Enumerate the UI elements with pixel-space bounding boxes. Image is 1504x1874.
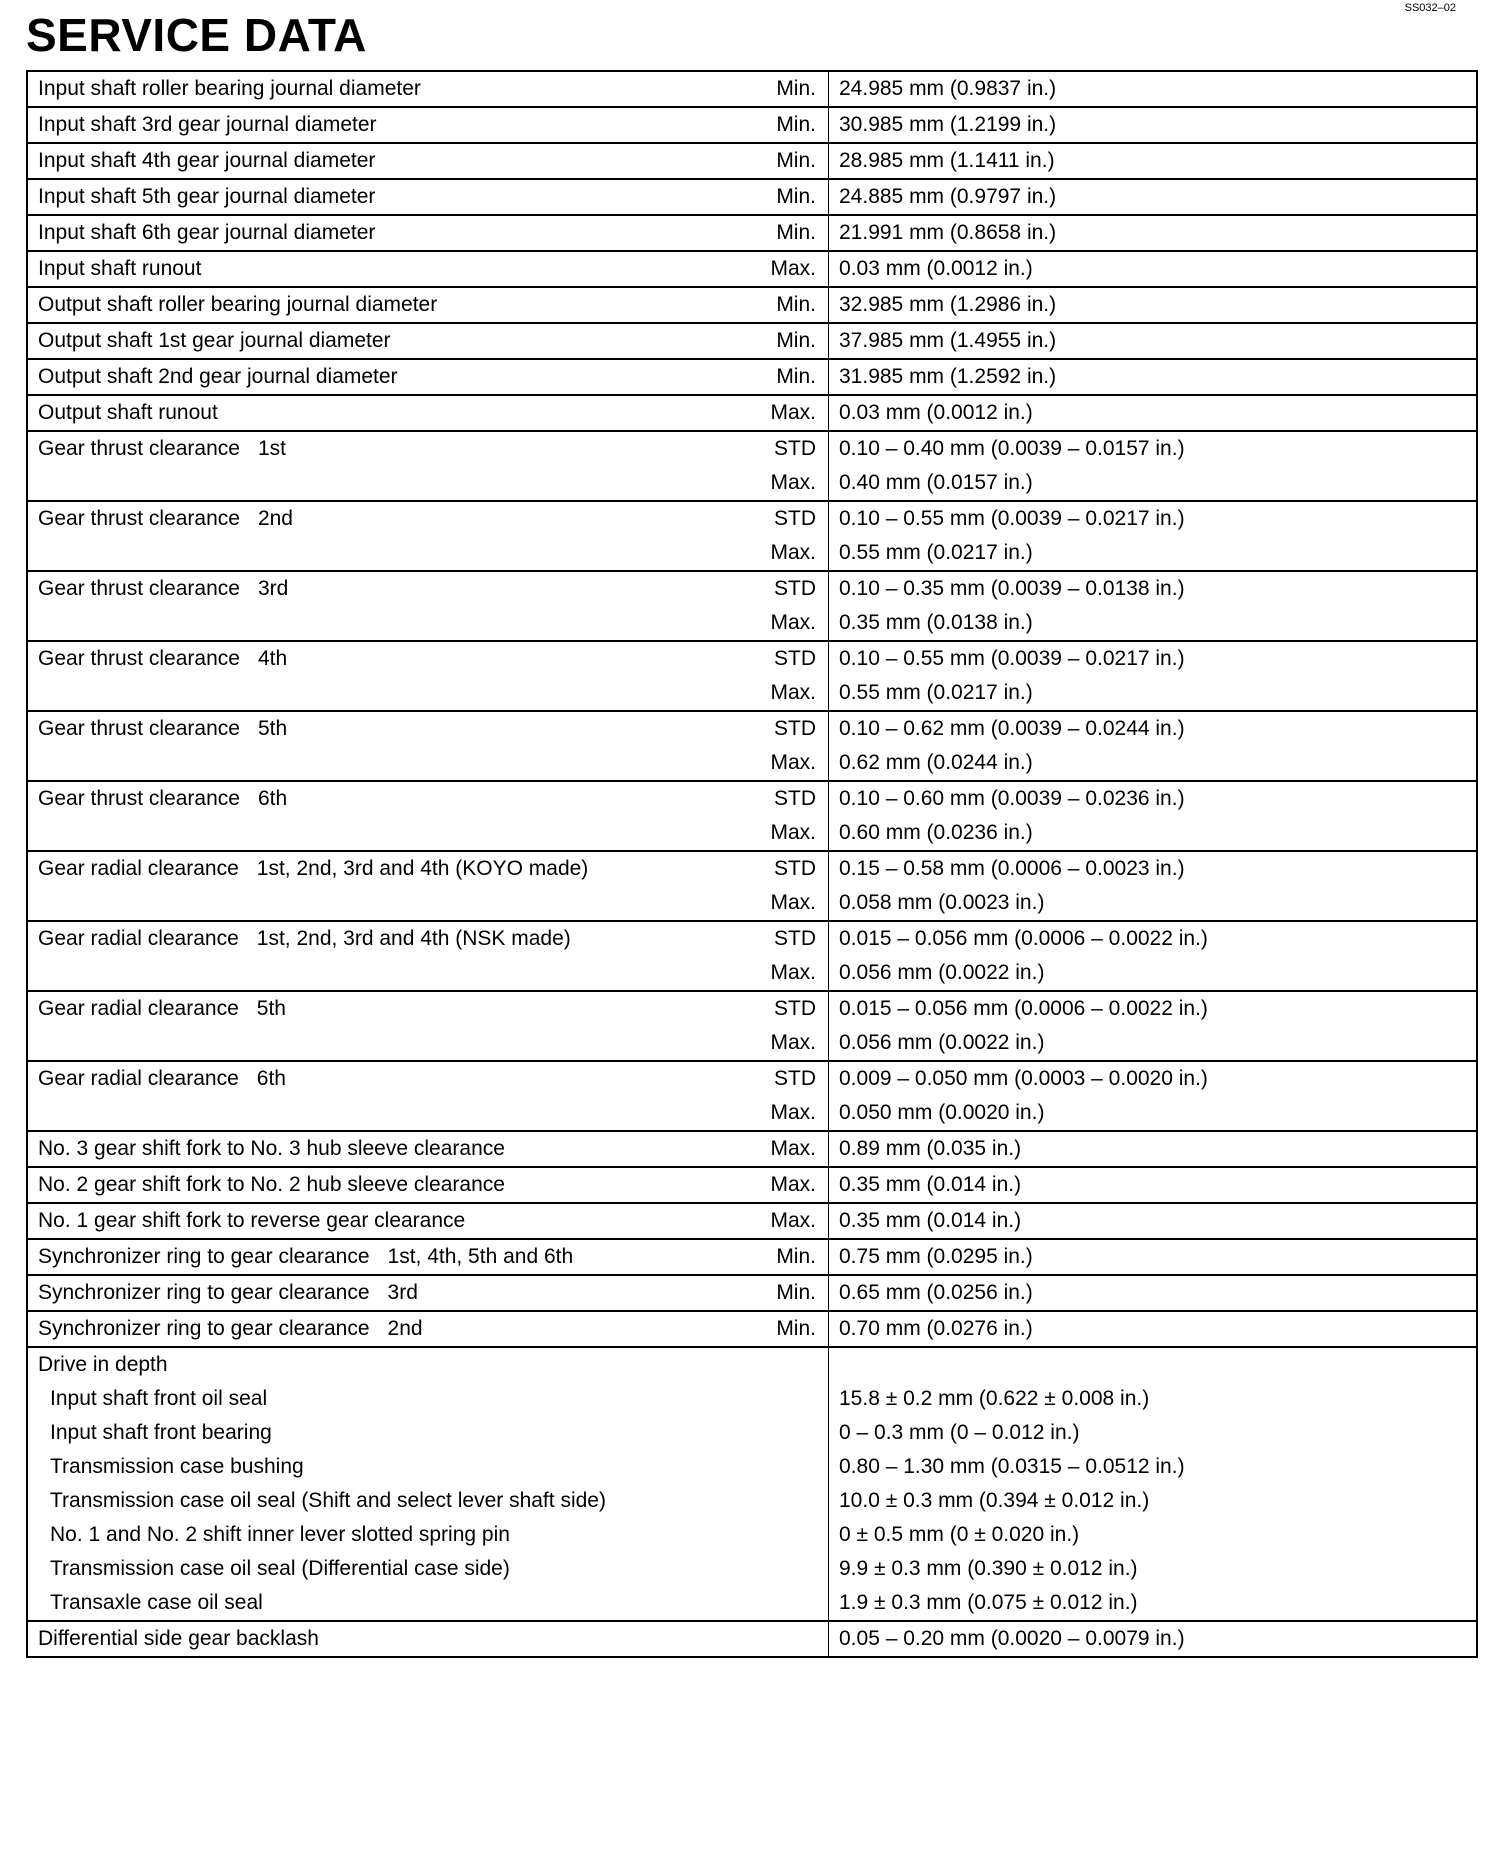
spec-label — [38, 642, 287, 676]
value-cell — [829, 359, 1478, 395]
value-cell — [829, 431, 1478, 501]
spec-cell — [27, 501, 829, 571]
spec-sub: 5th — [257, 717, 288, 740]
drive-in-item-label: Transmission case bushing — [50, 1455, 304, 1478]
spec-kind: Min. — [776, 149, 816, 172]
spec-name: No. 3 gear shift fork to No. 3 hub sleeve clearance — [38, 1137, 505, 1160]
value-cell — [829, 1203, 1478, 1239]
spec-cell — [27, 1061, 829, 1131]
spec-value: 0.03 mm (0.0012 in.) — [839, 257, 1033, 280]
spec-name: Gear radial clearance — [38, 927, 239, 950]
std-value: 0.015 – 0.056 mm (0.0006 – 0.0022 in.) — [839, 997, 1208, 1020]
spec-name: Gear radial clearance — [38, 1067, 239, 1090]
spec-name: No. 2 gear shift fork to No. 2 hub sleeve clearance — [38, 1173, 505, 1196]
label-line — [38, 886, 816, 920]
table-row — [27, 1311, 1477, 1347]
label-line — [38, 1204, 816, 1238]
label-line — [38, 1276, 816, 1310]
spec-value: 31.985 mm (1.2592 in.) — [839, 365, 1057, 388]
label-line — [38, 676, 816, 710]
table-row — [27, 571, 1477, 641]
spec-kind: Max. — [770, 751, 816, 774]
label-line — [38, 1240, 816, 1274]
spec-sub: 2nd — [257, 507, 293, 530]
page-title: SERVICE DATA — [26, 9, 367, 61]
spec-label — [38, 1276, 418, 1310]
value-cell — [829, 1311, 1478, 1347]
spec-label — [38, 1204, 465, 1238]
drive-in-heading: Drive in depth — [38, 1353, 168, 1376]
spec-cell — [27, 71, 829, 107]
label-line — [38, 852, 816, 886]
spec-kind: Max. — [770, 1209, 816, 1232]
spec-label — [38, 72, 421, 106]
table-row — [27, 1061, 1477, 1131]
table-row — [27, 641, 1477, 711]
spec-cell — [27, 143, 829, 179]
spec-name: Synchronizer ring to gear clearance — [38, 1245, 370, 1268]
spec-name: No. 1 gear shift fork to reverse gear clearance — [38, 1209, 466, 1232]
value-cell — [829, 143, 1478, 179]
spec-kind: STD — [774, 647, 816, 670]
spec-cell — [27, 1311, 829, 1347]
label-line — [38, 180, 816, 214]
value-cell — [829, 395, 1478, 431]
spec-cell — [27, 359, 829, 395]
spec-label — [38, 782, 287, 816]
spec-kind: STD — [774, 997, 816, 1020]
label-line — [38, 216, 816, 250]
drive-in-item-label: Transmission case oil seal (Shift and select lever shaft side) — [50, 1489, 606, 1512]
spec-sub: 3rd — [387, 1281, 418, 1304]
value-cell — [829, 179, 1478, 215]
label-line — [38, 1026, 816, 1060]
label-line — [38, 606, 816, 640]
spec-kind: Min. — [776, 185, 816, 208]
spec-label — [38, 1132, 505, 1166]
table-row — [27, 431, 1477, 501]
value-cell — [829, 501, 1478, 571]
spec-cell — [27, 921, 829, 991]
label-line — [38, 956, 816, 990]
drive-in-item-label: No. 1 and No. 2 shift inner lever slotted spring pin — [50, 1523, 510, 1546]
spec-cell — [27, 571, 829, 641]
spec-kind: STD — [774, 857, 816, 880]
table-row — [27, 1131, 1477, 1167]
spec-name: Output shaft runout — [38, 401, 218, 424]
spec-name: Synchronizer ring to gear clearance — [38, 1317, 370, 1340]
spec-name: Gear thrust clearance — [38, 787, 240, 810]
drive-in-item-value: 10.0 ± 0.3 mm (0.394 ± 0.012 in.) — [839, 1489, 1150, 1512]
spec-value: 37.985 mm (1.4955 in.) — [839, 329, 1057, 352]
value-cell — [829, 287, 1478, 323]
table-row — [27, 179, 1477, 215]
table-row — [27, 323, 1477, 359]
max-value: 0.056 mm (0.0022 in.) — [839, 961, 1045, 984]
spec-name: Gear thrust clearance — [38, 717, 240, 740]
table-row — [27, 287, 1477, 323]
drive-in-item-value: 0 – 0.3 mm (0 – 0.012 in.) — [839, 1421, 1080, 1444]
label-line — [38, 816, 816, 850]
spec-sub: 6th — [257, 787, 288, 810]
spec-name: Input shaft 6th gear journal diameter — [38, 221, 376, 244]
value-cell — [829, 641, 1478, 711]
label-line — [38, 1096, 816, 1130]
spec-cell — [27, 1621, 829, 1657]
spec-cell — [27, 781, 829, 851]
spec-label — [38, 1312, 423, 1346]
std-value: 0.009 – 0.050 mm (0.0003 – 0.0020 in.) — [839, 1067, 1208, 1090]
drive-in-item-value: 0.80 – 1.30 mm (0.0315 – 0.0512 in.) — [839, 1455, 1185, 1478]
spec-cell — [27, 1131, 829, 1167]
spec-value: 32.985 mm (1.2986 in.) — [839, 293, 1057, 316]
spec-cell — [27, 431, 829, 501]
spec-label — [38, 288, 437, 322]
value-cell — [829, 1131, 1478, 1167]
spec-kind: Max. — [770, 1031, 816, 1054]
label-line — [38, 992, 816, 1026]
value-cell — [829, 711, 1478, 781]
spec-label — [38, 922, 571, 956]
label-line — [38, 108, 816, 142]
label-line — [38, 466, 816, 500]
spec-value: 21.991 mm (0.8658 in.) — [839, 221, 1057, 244]
max-value: 0.056 mm (0.0022 in.) — [839, 1031, 1045, 1054]
spec-label — [38, 360, 398, 394]
drive-in-row — [27, 1347, 1477, 1621]
spec-kind: Min. — [776, 365, 816, 388]
spec-name: Gear thrust clearance — [38, 437, 240, 460]
drive-in-item-label: Input shaft front oil seal — [50, 1387, 268, 1410]
spec-kind: Max. — [770, 891, 816, 914]
label-line — [38, 252, 816, 286]
spec-name: Gear thrust clearance — [38, 647, 240, 670]
spec-label — [38, 572, 288, 606]
value-cell — [829, 571, 1478, 641]
value-cell — [829, 1621, 1478, 1657]
spec-kind: STD — [774, 577, 816, 600]
spec-sub: 1st, 4th, 5th and 6th — [387, 1245, 574, 1268]
max-value: 0.55 mm (0.0217 in.) — [839, 681, 1033, 704]
spec-name: Input shaft 5th gear journal diameter — [38, 185, 376, 208]
spec-kind: Min. — [776, 77, 816, 100]
spec-value: 0.75 mm (0.0295 in.) — [839, 1245, 1033, 1268]
spec-sub: 4th — [257, 647, 288, 670]
spec-sub: 1st, 2nd, 3rd and 4th (KOYO made) — [256, 857, 589, 880]
spec-sub: 1st, 2nd, 3rd and 4th (NSK made) — [256, 927, 571, 950]
label-line — [38, 1132, 816, 1166]
spec-kind: Min. — [776, 1317, 816, 1340]
spec-name: Output shaft roller bearing journal diameter — [38, 293, 438, 316]
spec-label — [38, 502, 293, 536]
value-cell — [829, 1167, 1478, 1203]
spec-kind: STD — [774, 1067, 816, 1090]
drive-in-item-value: 15.8 ± 0.2 mm (0.622 ± 0.008 in.) — [839, 1387, 1150, 1410]
spec-label — [38, 852, 588, 886]
value-cell — [829, 71, 1478, 107]
label-line — [38, 432, 816, 466]
std-value: 0.10 – 0.35 mm (0.0039 – 0.0138 in.) — [839, 577, 1185, 600]
label-line — [38, 1312, 816, 1346]
drive-in-labels — [27, 1347, 829, 1621]
spec-cell — [27, 1239, 829, 1275]
value-cell — [829, 1061, 1478, 1131]
drive-in-item-value: 9.9 ± 0.3 mm (0.390 ± 0.012 in.) — [839, 1557, 1138, 1580]
value-cell — [829, 107, 1478, 143]
spec-cell — [27, 851, 829, 921]
spec-label — [38, 1062, 286, 1096]
spec-kind: STD — [774, 787, 816, 810]
spec-value: 0.35 mm (0.014 in.) — [839, 1209, 1022, 1232]
value-cell — [829, 991, 1478, 1061]
spec-kind: STD — [774, 717, 816, 740]
drive-in-values — [829, 1347, 1478, 1621]
service-data-table — [26, 70, 1478, 1658]
label-line — [38, 288, 816, 322]
spec-kind: Min. — [776, 113, 816, 136]
table-row — [27, 781, 1477, 851]
max-value: 0.62 mm (0.0244 in.) — [839, 751, 1033, 774]
table-row — [27, 991, 1477, 1061]
spec-label — [38, 712, 287, 746]
spec-name: Gear thrust clearance — [38, 507, 240, 530]
spec-kind: Min. — [776, 1245, 816, 1268]
table-row — [27, 1203, 1477, 1239]
max-value: 0.058 mm (0.0023 in.) — [839, 891, 1045, 914]
table-row — [27, 1621, 1477, 1657]
spec-value: 30.985 mm (1.2199 in.) — [839, 113, 1057, 136]
spec-cell — [27, 641, 829, 711]
spec-name: Output shaft 2nd gear journal diameter — [38, 365, 398, 388]
spec-kind: Max. — [770, 611, 816, 634]
spec-kind: Min. — [776, 329, 816, 352]
value-cell — [829, 851, 1478, 921]
spec-name: Gear thrust clearance — [38, 577, 240, 600]
value-cell — [829, 1239, 1478, 1275]
label-line — [38, 922, 816, 956]
spec-label — [38, 992, 286, 1026]
max-value: 0.60 mm (0.0236 in.) — [839, 821, 1033, 844]
label-line — [38, 396, 816, 430]
value-cell — [829, 251, 1478, 287]
std-value: 0.10 – 0.55 mm (0.0039 – 0.0217 in.) — [839, 647, 1185, 670]
spec-cell — [27, 395, 829, 431]
spec-value: 0.35 mm (0.014 in.) — [839, 1173, 1022, 1196]
std-value: 0.015 – 0.056 mm (0.0006 – 0.0022 in.) — [839, 927, 1208, 950]
spec-kind: STD — [774, 437, 816, 460]
spec-cell — [27, 323, 829, 359]
spec-name: Input shaft 4th gear journal diameter — [38, 149, 376, 172]
label-line — [38, 642, 816, 676]
table-row — [27, 215, 1477, 251]
std-value: 0.15 – 0.58 mm (0.0006 – 0.0023 in.) — [839, 857, 1185, 880]
spec-sub: 6th — [256, 1067, 286, 1090]
table-row — [27, 71, 1477, 107]
spec-value: 0.05 – 0.20 mm (0.0020 – 0.0079 in.) — [839, 1627, 1185, 1650]
drive-in-item-label: Transmission case oil seal (Differential case side) — [50, 1557, 510, 1580]
spec-label — [38, 1168, 505, 1202]
max-value: 0.40 mm (0.0157 in.) — [839, 471, 1033, 494]
spec-cell — [27, 1167, 829, 1203]
table-row — [27, 251, 1477, 287]
label-line — [38, 712, 816, 746]
spec-kind: Max. — [770, 1101, 816, 1124]
spec-cell — [27, 991, 829, 1061]
value-cell — [829, 781, 1478, 851]
spec-kind: Min. — [776, 293, 816, 316]
label-line — [38, 746, 816, 780]
table-row — [27, 711, 1477, 781]
drive-in-item-value: 0 ± 0.5 mm (0 ± 0.020 in.) — [839, 1523, 1080, 1546]
spec-cell — [27, 251, 829, 287]
label-line — [38, 782, 816, 816]
drive-in-item-label: Transaxle case oil seal — [50, 1591, 263, 1614]
label-line — [38, 72, 816, 106]
spec-label — [38, 396, 218, 430]
spec-name: Input shaft 3rd gear journal diameter — [38, 113, 377, 136]
spec-name: Output shaft 1st gear journal diameter — [38, 329, 391, 352]
table-row — [27, 851, 1477, 921]
spec-label — [38, 432, 286, 466]
spec-label — [38, 108, 377, 142]
label-line — [38, 144, 816, 178]
spec-kind: Max. — [770, 257, 816, 280]
std-value: 0.10 – 0.55 mm (0.0039 – 0.0217 in.) — [839, 507, 1185, 530]
spec-cell — [27, 711, 829, 781]
spec-sub: 5th — [256, 997, 286, 1020]
spec-name: Gear radial clearance — [38, 857, 239, 880]
spec-value: 28.985 mm (1.1411 in.) — [839, 149, 1055, 172]
spec-value: 0.65 mm (0.0256 in.) — [839, 1281, 1033, 1304]
spec-sub: 3rd — [257, 577, 289, 600]
spec-kind: STD — [774, 927, 816, 950]
spec-kind: STD — [774, 507, 816, 530]
spec-name: Input shaft runout — [38, 257, 202, 280]
spec-label — [38, 252, 201, 286]
label-line — [38, 1168, 816, 1202]
table-row — [27, 501, 1477, 571]
spec-kind: Max. — [770, 821, 816, 844]
table-row — [27, 359, 1477, 395]
spec-cell — [27, 179, 829, 215]
spec-name: Differential side gear backlash — [38, 1627, 319, 1650]
spec-sub: 2nd — [387, 1317, 423, 1340]
label-line — [38, 1062, 816, 1096]
label-line — [38, 572, 816, 606]
table-row — [27, 143, 1477, 179]
drive-in-item-value: 1.9 ± 0.3 mm (0.075 ± 0.012 in.) — [839, 1591, 1138, 1614]
max-value: 0.35 mm (0.0138 in.) — [839, 611, 1033, 634]
std-value: 0.10 – 0.40 mm (0.0039 – 0.0157 in.) — [839, 437, 1185, 460]
spacer — [839, 1348, 1466, 1382]
spec-cell — [27, 107, 829, 143]
value-cell — [829, 921, 1478, 991]
table-row — [27, 921, 1477, 991]
spec-label — [38, 180, 375, 214]
spec-kind: Max. — [770, 541, 816, 564]
spec-cell — [27, 215, 829, 251]
spec-kind: Min. — [776, 1281, 816, 1304]
std-value: 0.10 – 0.60 mm (0.0039 – 0.0236 in.) — [839, 787, 1185, 810]
spec-cell — [27, 1275, 829, 1311]
table-row — [27, 395, 1477, 431]
spec-value: 24.985 mm (0.9837 in.) — [839, 77, 1057, 100]
page-code: SS032–02 — [1404, 2, 1456, 14]
value-cell — [829, 215, 1478, 251]
table-row — [27, 1239, 1477, 1275]
max-value: 0.050 mm (0.0020 in.) — [839, 1101, 1045, 1124]
table-row — [27, 1167, 1477, 1203]
table-row — [27, 1275, 1477, 1311]
spec-kind: Max. — [770, 401, 816, 424]
max-value: 0.55 mm (0.0217 in.) — [839, 541, 1033, 564]
spec-value: 0.70 mm (0.0276 in.) — [839, 1317, 1033, 1340]
spec-cell — [27, 1203, 829, 1239]
spec-name: Input shaft roller bearing journal diameter — [38, 77, 421, 100]
spec-kind: Max. — [770, 961, 816, 984]
drive-in-item-label: Input shaft front bearing — [50, 1421, 272, 1444]
table-row — [27, 107, 1477, 143]
value-cell — [829, 323, 1478, 359]
std-value: 0.10 – 0.62 mm (0.0039 – 0.0244 in.) — [839, 717, 1185, 740]
label-line — [38, 502, 816, 536]
spec-kind: Max. — [770, 1137, 816, 1160]
spec-value: 0.89 mm (0.035 in.) — [839, 1137, 1022, 1160]
spec-sub: 1st — [257, 437, 286, 460]
spec-cell — [27, 287, 829, 323]
spec-kind: Min. — [776, 221, 816, 244]
label-line — [38, 360, 816, 394]
spec-label — [38, 144, 375, 178]
spec-label — [38, 324, 391, 358]
label-line — [38, 324, 816, 358]
value-cell — [829, 1275, 1478, 1311]
spec-kind: Max. — [770, 471, 816, 494]
label-line — [38, 536, 816, 570]
spec-name: Synchronizer ring to gear clearance — [38, 1281, 370, 1304]
spec-kind: Max. — [770, 681, 816, 704]
spec-kind: Max. — [770, 1173, 816, 1196]
spec-value: 0.03 mm (0.0012 in.) — [839, 401, 1033, 424]
spec-label — [38, 216, 375, 250]
spec-name: Gear radial clearance — [38, 997, 239, 1020]
spec-label — [38, 1240, 573, 1274]
spec-value: 24.885 mm (0.9797 in.) — [839, 185, 1057, 208]
